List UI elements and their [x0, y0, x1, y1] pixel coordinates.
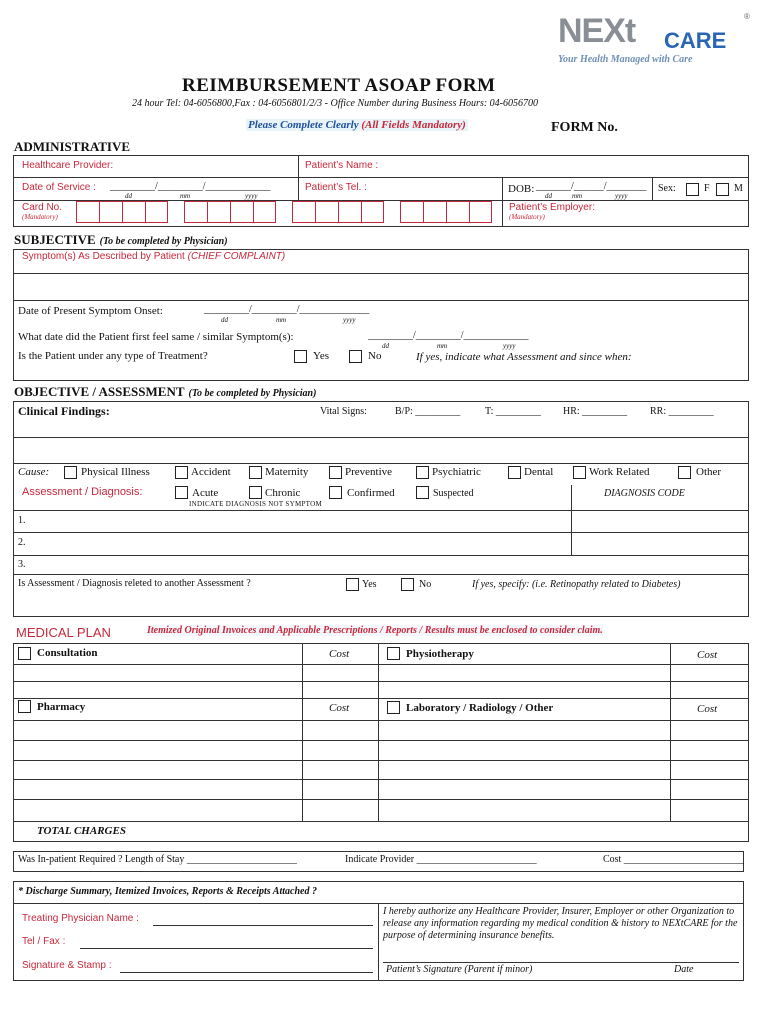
cause-maternity-label: Maternity [265, 466, 309, 478]
logo-brand-next: NEXt [558, 12, 636, 50]
cause-psychiatric-checkbox[interactable] [416, 466, 429, 479]
dd-hint: dd [125, 192, 132, 200]
logo [558, 12, 758, 72]
date-label: Date [674, 964, 694, 975]
related-if-yes: If yes, specify: (i.e. Retinopathy related to Diabetes) [472, 579, 681, 590]
cause-dental-label: Dental [524, 466, 554, 478]
total-charges-label: TOTAL CHARGES [37, 825, 126, 837]
cause-work-related-label: Work Related [589, 466, 650, 478]
related-yes-checkbox[interactable] [346, 578, 359, 591]
cause-maternity-checkbox[interactable] [249, 466, 262, 479]
cause-psychiatric-label: Psychiatric [432, 466, 481, 478]
assessment-diagnosis-label: Assessment / Diagnosis: [22, 486, 143, 498]
healthcare-provider-label: Healthcare Provider: [22, 160, 114, 171]
please-complete-text [246, 119, 468, 131]
diag-chronic-label: Chronic [265, 487, 301, 499]
diag-suspected-checkbox[interactable] [416, 486, 429, 499]
diagnosis-code-header: DIAGNOSIS CODE [604, 488, 685, 499]
treatment-yes-checkbox[interactable] [294, 350, 307, 363]
temperature-field[interactable]: T: _________ [485, 406, 541, 417]
chief-complaint-text: (CHIEF COMPLAINT) [187, 251, 286, 262]
treatment-yes-label: Yes [313, 350, 330, 362]
cause-label: Cause: [18, 466, 50, 478]
diagnosis-row-3[interactable]: 3. [18, 559, 26, 570]
sex-label: Sex: [658, 183, 676, 194]
laboratory-checkbox[interactable] [387, 701, 400, 714]
diag-chronic-checkbox[interactable] [249, 486, 262, 499]
cause-preventive-label: Preventive [345, 466, 393, 478]
cause-work-related-checkbox[interactable] [573, 466, 586, 479]
dob-blank[interactable]: _______/______/________ [536, 181, 647, 192]
objective-heading-text: OBJECTIVE / ASSESSMENT [14, 384, 185, 399]
treatment-question: Is the Patient under any type of Treatment? [18, 350, 208, 362]
card-number-label: Card No. [22, 202, 63, 213]
cause-physical-illness-label: Physical Illness [81, 466, 150, 478]
cause-other-label: Other [696, 466, 722, 478]
bp-field[interactable]: B/P: _________ [395, 406, 461, 417]
consultation-cost-header: Cost [329, 648, 350, 660]
pharmacy-checkbox[interactable] [18, 700, 31, 713]
dob-dd-hint: dd [545, 192, 552, 200]
diag-confirmed-label: Confirmed [347, 487, 395, 499]
symptom-onset-label: Date of Present Symptom Onset: [18, 305, 163, 317]
diag-acute-label: Acute [192, 487, 219, 499]
dob-mm-hint: mm [572, 192, 583, 200]
mandatory-note: (All Fields Mandatory) [361, 119, 466, 131]
physiotherapy-cost-header: Cost [697, 649, 718, 661]
employer-mandatory-note: (Mandatory) [509, 213, 545, 221]
sex-m-checkbox[interactable] [716, 183, 729, 196]
related-assessment-question: Is Assessment / Diagnosis releted to another Assessment ? [18, 578, 251, 589]
dob-label: DOB: [508, 183, 535, 195]
clinical-findings-label: Clinical Findings: [18, 404, 110, 418]
sex-f-label: F [704, 183, 710, 194]
diag-acute-checkbox[interactable] [175, 486, 188, 499]
related-no-label: No [419, 579, 432, 590]
onset-yyyy-hint: yyyy [343, 316, 356, 324]
section-heading-subjective [14, 231, 228, 249]
patient-tel-label: Patient’s Tel. : [305, 182, 367, 193]
employer-label: Patient’s Employer: [509, 202, 595, 213]
section-heading-administrative: ADMINISTRATIVE [14, 139, 131, 154]
related-no-checkbox[interactable] [401, 578, 414, 591]
treatment-no-label: No [368, 350, 382, 362]
card-mandatory-note: (Mandatory) [22, 213, 58, 221]
tel-fax-label: Tel / Fax : [22, 936, 66, 947]
laboratory-label: Laboratory / Radiology / Other [406, 702, 554, 714]
patient-name-label: Patient’s Name : [305, 160, 379, 171]
mm-hint: mm [180, 192, 191, 200]
cause-other-checkbox[interactable] [678, 466, 691, 479]
cause-dental-checkbox[interactable] [508, 466, 521, 479]
cause-physical-illness-checkbox[interactable] [64, 466, 77, 479]
vital-signs-label: Vital Signs: [320, 406, 367, 417]
pharmacy-label: Pharmacy [37, 701, 86, 713]
diagnosis-row-1[interactable]: 1. [18, 515, 26, 526]
indicate-provider-field[interactable]: Indicate Provider ________________________ [345, 854, 537, 865]
symptoms-label [22, 251, 285, 262]
diag-confirmed-checkbox[interactable] [329, 486, 342, 499]
first-feel-blank[interactable]: _________/_________/_____________ [368, 330, 529, 341]
form-number-label: FORM No. [551, 120, 618, 135]
signature-stamp-line[interactable] [120, 972, 373, 973]
logo-brand-care: CARE [664, 28, 727, 53]
medical-plan-note: Itemized Original Invoices and Applicable Prescriptions / Reports / Results must be enclosed to consider claim. [147, 625, 603, 636]
onset-dd-hint: dd [221, 316, 228, 324]
medical-plan-box [13, 643, 749, 842]
laboratory-cost-header: Cost [697, 703, 718, 715]
please-complete-label: Please Complete Clearly [248, 119, 359, 131]
date-of-service-blank[interactable]: _________/_________/_____________ [110, 181, 271, 192]
first-feel-label: What date did the Patient first feel same / similar Symptom(s): [18, 331, 294, 343]
symptoms-text: Symptom(s) As Described by Patient [22, 251, 185, 262]
heart-rate-field[interactable]: HR: _________ [563, 406, 628, 417]
logo-tagline: Your Health Managed with Care [558, 54, 693, 65]
respiratory-rate-field[interactable]: RR: _________ [650, 406, 714, 417]
sex-f-checkbox[interactable] [686, 183, 699, 196]
related-yes-label: Yes [362, 579, 377, 590]
indicate-diagnosis-note: INDICATE DIAGNOSIS NOT SYMPTOM [189, 500, 323, 508]
inpatient-cost-field[interactable]: Cost ________________________ [603, 854, 744, 865]
sex-m-label: M [734, 183, 743, 194]
treatment-if-yes: If yes, indicate what Assessment and since when: [416, 351, 632, 363]
treating-physician-label: Treating Physician Name : [22, 913, 139, 924]
subjective-note: (To be completed by Physician) [99, 236, 228, 247]
diag-suspected-label: Suspected [433, 488, 474, 499]
onset-mm-hint: mm [276, 316, 287, 324]
authorization-text: I hereby authorize any Healthcare Provider, Insurer, Employer or other Organization to release any information regarding my medical condition & history to NEXtCARE for the purpose of determining insurance benefits. [383, 906, 738, 941]
subjective-heading-text: SUBJECTIVE [14, 232, 96, 247]
tel-fax-line[interactable] [80, 948, 373, 949]
discharge-attached-question: * Discharge Summary, Itemized Invoices, Reports & Receipts Attached ? [18, 886, 317, 897]
treatment-no-checkbox[interactable] [349, 350, 362, 363]
contact-line: 24 hour Tel: 04-6056800,Fax : 04-6056801/2/3 - Office Number during Business Hours: 04-6056700 [132, 98, 538, 109]
inpatient-question[interactable]: Was In-patient Required ? Length of Stay ______________________ [18, 854, 297, 865]
section-heading-objective [14, 383, 316, 401]
physiotherapy-checkbox[interactable] [387, 647, 400, 660]
diagnosis-row-2[interactable]: 2. [18, 537, 26, 548]
yyyy-hint: yyyy [245, 192, 258, 200]
cause-accident-label: Accident [191, 466, 231, 478]
page-title: REIMBURSEMENT ASOAP FORM [182, 75, 496, 96]
physiotherapy-label: Physiotherapy [406, 648, 474, 660]
first-yyyy-hint: yyyy [503, 342, 516, 350]
consultation-label: Consultation [37, 647, 98, 659]
date-of-service-label: Date of Service : [22, 182, 96, 193]
patient-signature-label: Patient’s Signature (Parent if minor) [386, 964, 533, 975]
signature-stamp-label: Signature & Stamp : [22, 960, 112, 971]
patient-signature-line[interactable] [383, 962, 739, 963]
logo-registered-mark: ® [744, 12, 750, 21]
section-heading-medical-plan: MEDICAL PLAN [16, 625, 111, 640]
pharmacy-cost-header: Cost [329, 702, 350, 714]
dob-yyyy-hint: yyyy [615, 192, 628, 200]
treating-physician-line[interactable] [153, 925, 373, 926]
cause-accident-checkbox[interactable] [175, 466, 188, 479]
consultation-checkbox[interactable] [18, 647, 31, 660]
first-dd-hint: dd [382, 342, 389, 350]
first-mm-hint: mm [437, 342, 448, 350]
objective-note: (To be completed by Physician) [188, 388, 317, 399]
cause-preventive-checkbox[interactable] [329, 466, 342, 479]
symptom-onset-blank[interactable]: _________/_________/______________ [204, 304, 370, 315]
